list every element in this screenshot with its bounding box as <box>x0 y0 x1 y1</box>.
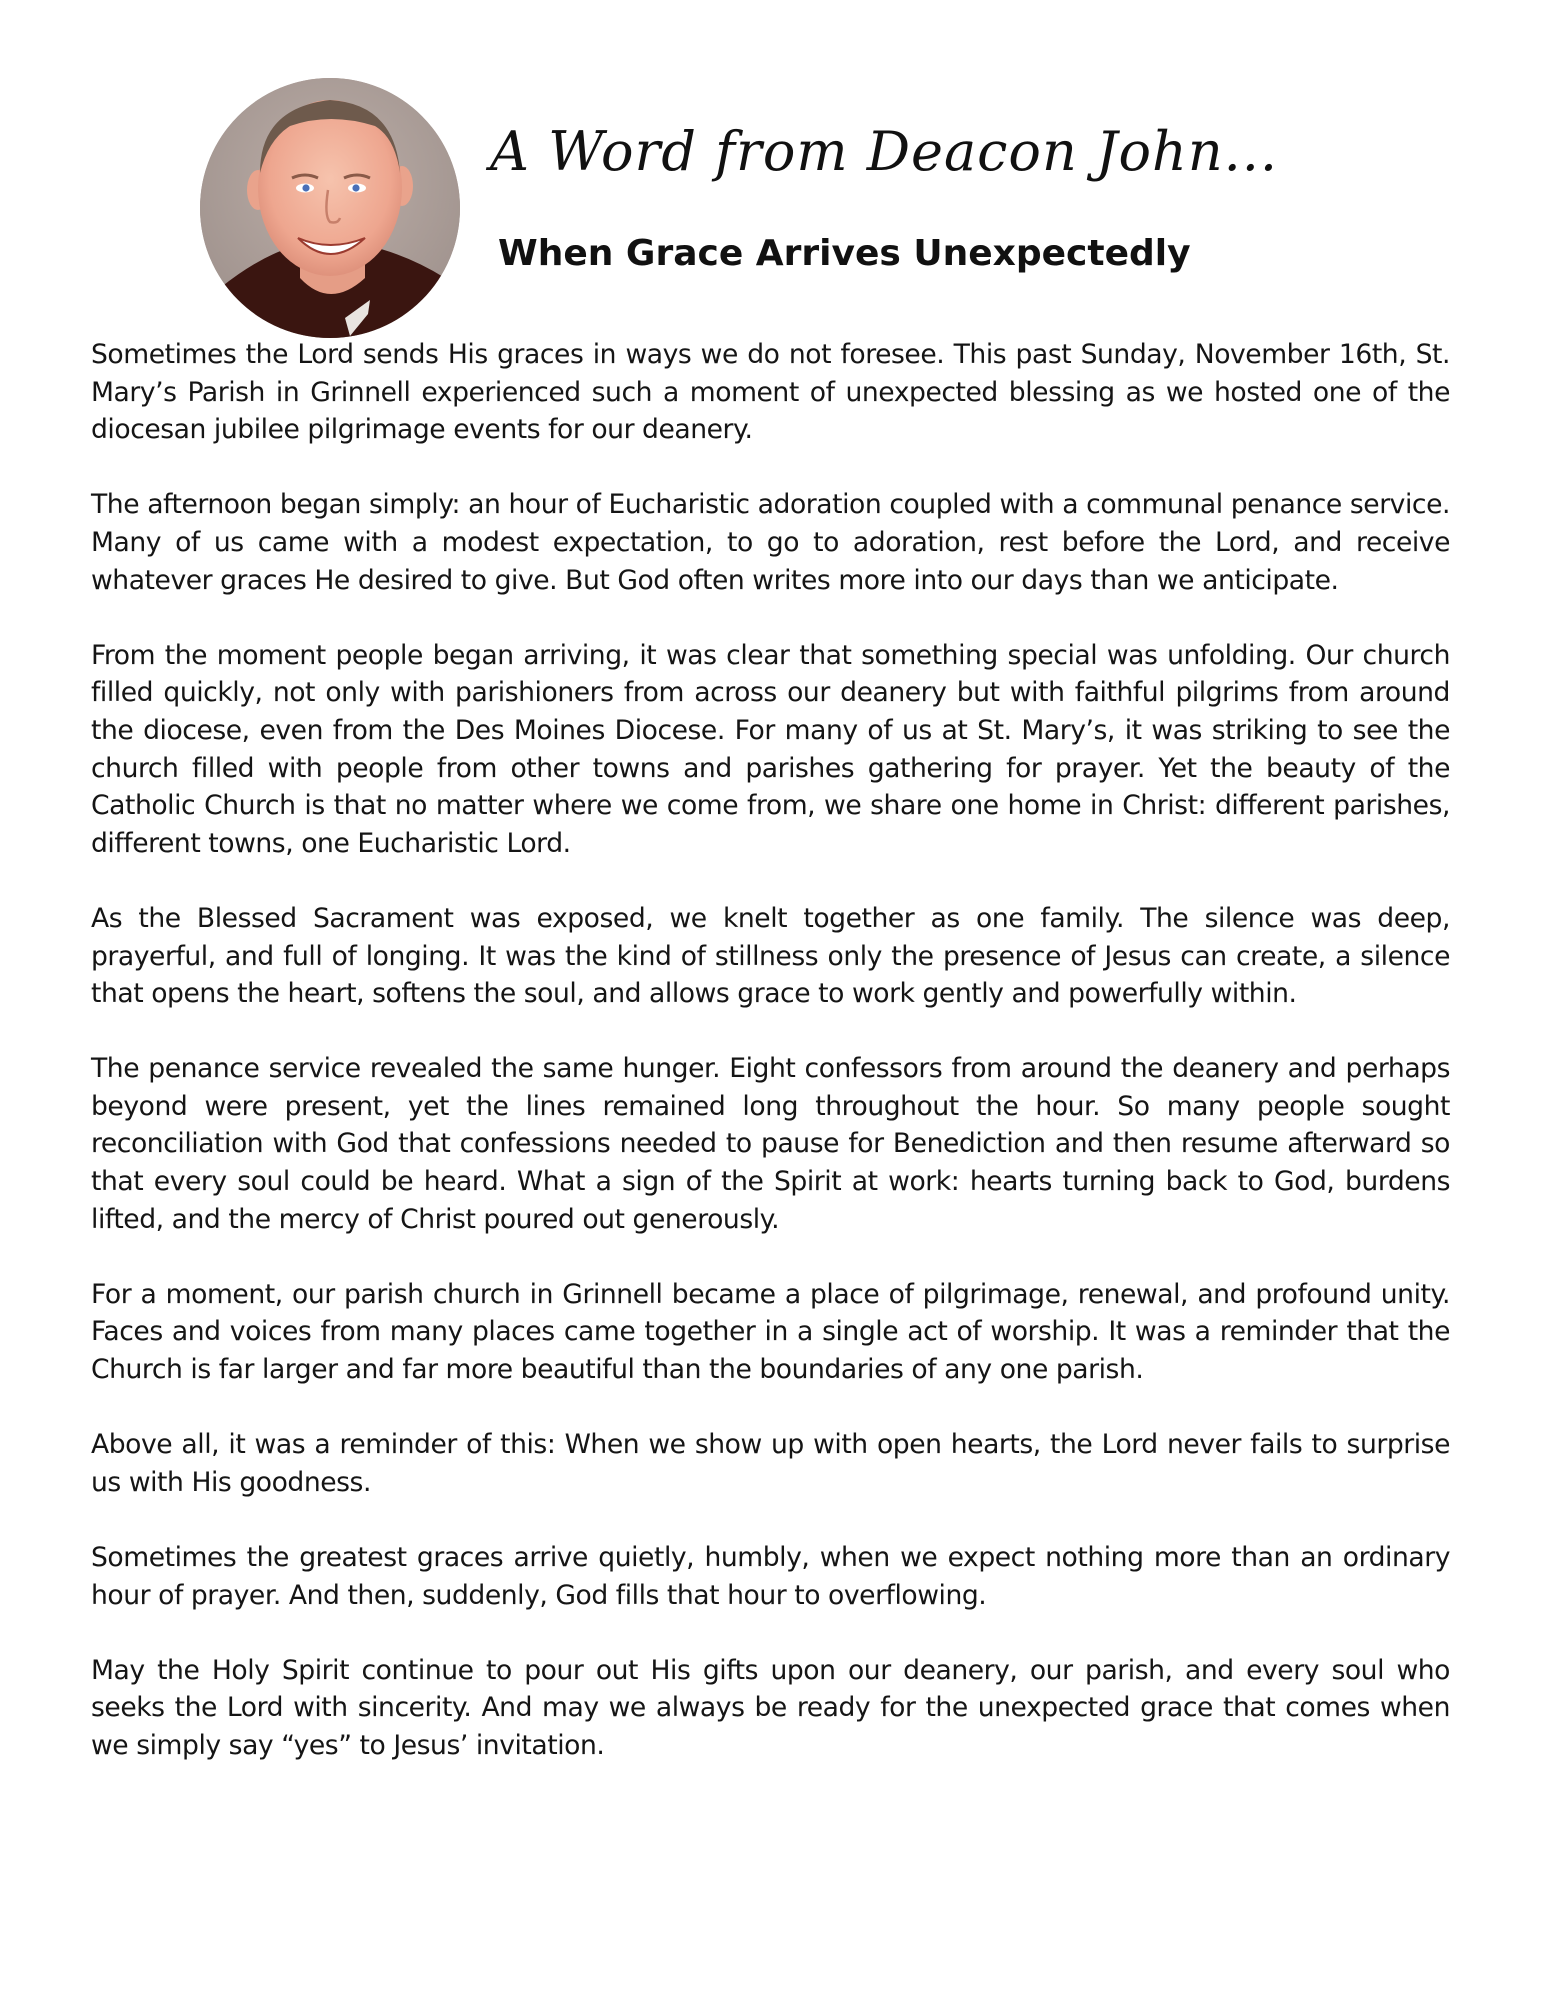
author-portrait <box>200 78 460 338</box>
article-headline: When Grace Arrives Unexpectedly <box>498 233 1191 274</box>
paragraph: May the Holy Spirit continue to pour out His gifts upon our deanery, our parish, and every soul who seeks the Lord with sincerity. And may we always be ready for the unexpected grace that comes when we simply say “yes” to Jesus’ invitation. <box>91 1654 1450 1761</box>
article-body <box>91 336 1450 1765</box>
column-title: A Word from Deacon John... <box>490 120 1279 183</box>
paragraph: Sometimes the greatest graces arrive quietly, humbly, when we expect nothing more than an ordinary hour of prayer. And then, suddenly, God fills that hour to overflowing. <box>91 1542 1450 1611</box>
paragraph: Above all, it was a reminder of this: When we show up with open hearts, the Lord never fails to surprise us with His goodness. <box>91 1429 1450 1498</box>
paragraph: The afternoon began simply: an hour of Eucharistic adoration coupled with a communal penance service. Many of us came with a modest expectation, to go to adoration, rest before the Lord, and receive whatever graces He desired to give. But God often writes more into our days than we anticipate. <box>91 489 1450 596</box>
paragraph: For a moment, our parish church in Grinnell became a place of pilgrimage, renewal, and profound unity. Faces and voices from many places came together in a single act of worship. It was a reminder that the Church is far larger and far more beautiful than the boundaries of any one parish. <box>91 1278 1450 1386</box>
paragraph: From the moment people began arriving, it was clear that something special was unfolding. Our church filled quickly, not only with parishioners from across our deanery but with faithful pilgrims from around the diocese, even from the Des Moines Diocese. For many of us at St. Mary’s, it was striking to see the church filled with people from other towns and parishes gathering for prayer. Yet the beauty of the Catholic Church is that no matter where we come from, we share one home in Christ: different parishes, different towns, one Eucharistic Lord. <box>91 639 1450 859</box>
paragraph: As the Blessed Sacrament was exposed, we knelt together as one family. The silence was deep, prayerful, and full of longing. It was the kind of stillness only the presence of Jesus can create, a silence that opens the heart, softens the soul, and allows grace to work gently and powerfully within. <box>91 902 1450 1010</box>
paragraph: Sometimes the Lord sends His graces in ways we do not foresee. This past Sunday, November 16th, St. Mary’s Parish in Grinnell experienced such a moment of unexpected blessing as we hosted one of the diocesan jubilee pilgrimage events for our deanery. <box>91 339 1450 446</box>
paragraph: The penance service revealed the same hunger. Eight confessors from around the deanery and perhaps beyond were present, yet the lines remained long throughout the hour. So many people sought reconciliation with God that confessions needed to pause for Benediction and then resume afterward so that every soul could be heard. What a sign of the Spirit at work: hearts turning back to God, burdens lifted, and the mercy of Christ poured out generously. <box>91 1053 1450 1235</box>
column-header <box>0 0 1545 345</box>
portrait-illustration <box>200 78 460 338</box>
